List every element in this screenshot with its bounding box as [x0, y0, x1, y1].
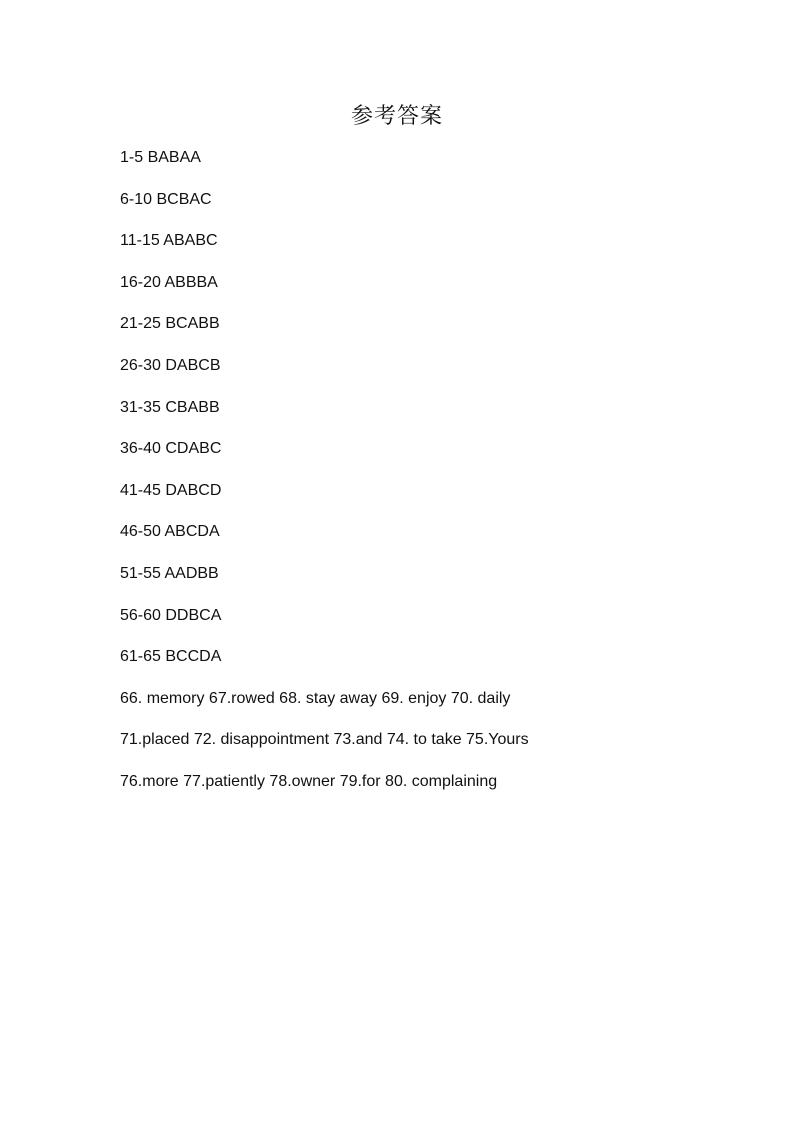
answer-line: 31-35 CBABB [120, 398, 220, 416]
answer-line: 41-45 DABCD [120, 481, 222, 499]
answer-line: 51-55 AADBB [120, 564, 219, 582]
answer-line: 66. memory 67.rowed 68. stay away 69. enjoy 70. daily [120, 689, 511, 707]
answer-line: 36-40 CDABC [120, 440, 222, 458]
answer-line: 21-25 BCABB [120, 315, 220, 333]
answer-line: 16-20 ABBBA [120, 273, 218, 291]
answer-line: 1-5 BABAA [120, 149, 201, 166]
answer-line: 76.more 77.patiently 78.owner 79.for 80. complaining [120, 772, 498, 790]
answer-line: 71.placed 72. disappointment 73.and 74. to take 75.Yours [120, 731, 529, 749]
answer-line: 46-50 ABCDA [120, 523, 220, 541]
answer-list [120, 147, 529, 813]
answer-line: 26-30 DABCB [120, 356, 221, 374]
answer-line: 11-15 ABABC [120, 232, 218, 250]
page-title: 参考答案 [350, 104, 443, 129]
answer-line: 6-10 BCBAC [120, 190, 212, 208]
answer-line: 56-60 DDBCA [120, 606, 222, 624]
answer-line: 61-65 BCCDA [120, 648, 222, 666]
